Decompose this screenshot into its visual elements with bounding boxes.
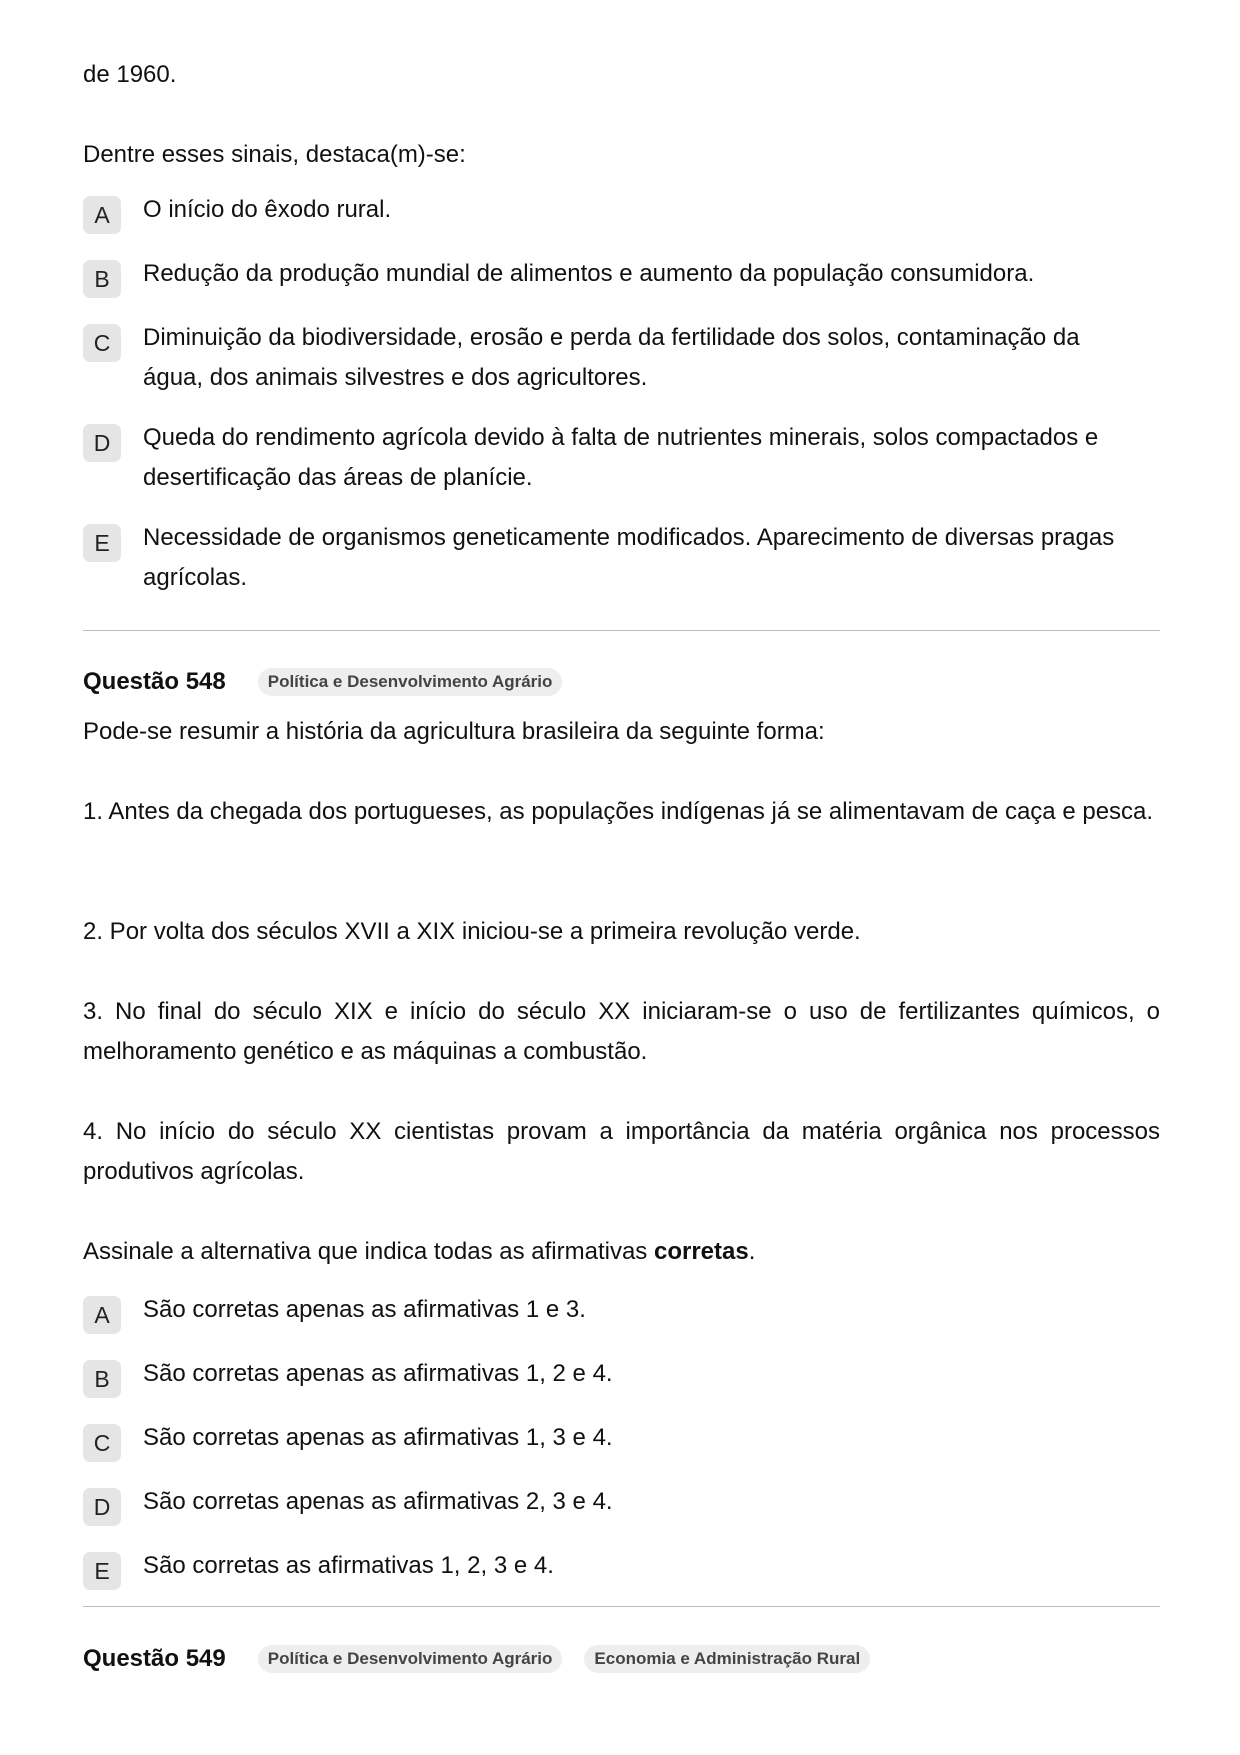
- q548-header: [83, 664, 562, 700]
- q548-intro: Pode-se resumir a história da agricultura brasileira da seguinte forma:: [83, 718, 825, 745]
- option-text: São corretas apenas as afirmativas 1, 2 e 4.: [143, 1360, 613, 1387]
- option-letter: B: [83, 260, 121, 298]
- divider: [83, 1606, 1160, 1607]
- option-c[interactable]: [83, 318, 1160, 398]
- option-text: São corretas apenas as afirmativas 2, 3 e 4.: [143, 1488, 613, 1515]
- option-e[interactable]: [83, 1546, 1160, 1590]
- option-text: São corretas apenas as afirmativas 1, 3 e 4.: [143, 1424, 613, 1451]
- top-fragment: de 1960.: [83, 61, 177, 88]
- q549-header: [83, 1641, 870, 1677]
- subject-tag: Economia e Administração Rural: [584, 1645, 870, 1673]
- question-title: Questão 548: [83, 668, 226, 695]
- option-text: Diminuição da biodiversidade, erosão e perda da fertilidade dos solos, contaminação da água, dos animais silvestres e dos agricultores.: [143, 324, 1080, 391]
- q547-options: [83, 190, 1160, 618]
- option-b[interactable]: [83, 254, 1160, 298]
- option-d[interactable]: [83, 418, 1160, 498]
- option-text: São corretas apenas as afirmativas 1 e 3.: [143, 1296, 586, 1323]
- option-b[interactable]: [83, 1354, 1160, 1398]
- option-a[interactable]: [83, 1290, 1160, 1334]
- option-letter: B: [83, 1360, 121, 1398]
- statement-1: 1. Antes da chegada dos portugueses, as populações indígenas já se alimentavam de caça e pesca.: [83, 798, 1154, 825]
- option-letter: D: [83, 424, 121, 462]
- subject-tag: Política e Desenvolvimento Agrário: [258, 668, 563, 696]
- option-text: Queda do rendimento agrícola devido à falta de nutrientes minerais, solos compactados e desertificação das áreas de planície.: [143, 424, 1099, 491]
- option-letter: E: [83, 1552, 121, 1590]
- option-text: O início do êxodo rural.: [143, 196, 392, 223]
- q548-ask: [83, 1232, 1160, 1272]
- option-c[interactable]: [83, 1418, 1160, 1462]
- statement-4: 4. No início do século XX cientistas provam a importância da matéria orgânica nos processos produtivos agrícolas.: [83, 1118, 1160, 1185]
- option-letter: A: [83, 1296, 121, 1334]
- option-letter: C: [83, 1424, 121, 1462]
- ask-prefix: Assinale a alternativa que indica todas as afirmativas: [83, 1238, 654, 1265]
- q547-prompt: Dentre esses sinais, destaca(m)-se:: [83, 141, 466, 168]
- option-e[interactable]: [83, 518, 1160, 598]
- subject-tag: Política e Desenvolvimento Agrário: [258, 1645, 563, 1673]
- option-d[interactable]: [83, 1482, 1160, 1526]
- option-letter: D: [83, 1488, 121, 1526]
- divider: [83, 630, 1160, 631]
- statement-3: 3. No final do século XIX e início do século XX iniciaram-se o uso de fertilizantes químicos, o melhoramento genético e as máquinas a combustão.: [83, 998, 1160, 1065]
- option-letter: E: [83, 524, 121, 562]
- ask-suffix: .: [748, 1238, 756, 1265]
- option-letter: C: [83, 324, 121, 362]
- option-text: Redução da produção mundial de alimentos e aumento da população consumidora.: [143, 260, 1035, 287]
- ask-bold: corretas: [653, 1238, 749, 1265]
- option-a[interactable]: [83, 190, 1160, 234]
- question-title: Questão 549: [83, 1645, 226, 1672]
- statement-2: 2. Por volta dos séculos XVII a XIX iniciou-se a primeira revolução verde.: [83, 918, 861, 945]
- q548-options: [83, 1290, 1160, 1610]
- option-text: Necessidade de organismos geneticamente modificados. Aparecimento de diversas pragas agrícolas.: [143, 524, 1115, 591]
- option-letter: A: [83, 196, 121, 234]
- option-text: São corretas as afirmativas 1, 2, 3 e 4.: [143, 1552, 554, 1579]
